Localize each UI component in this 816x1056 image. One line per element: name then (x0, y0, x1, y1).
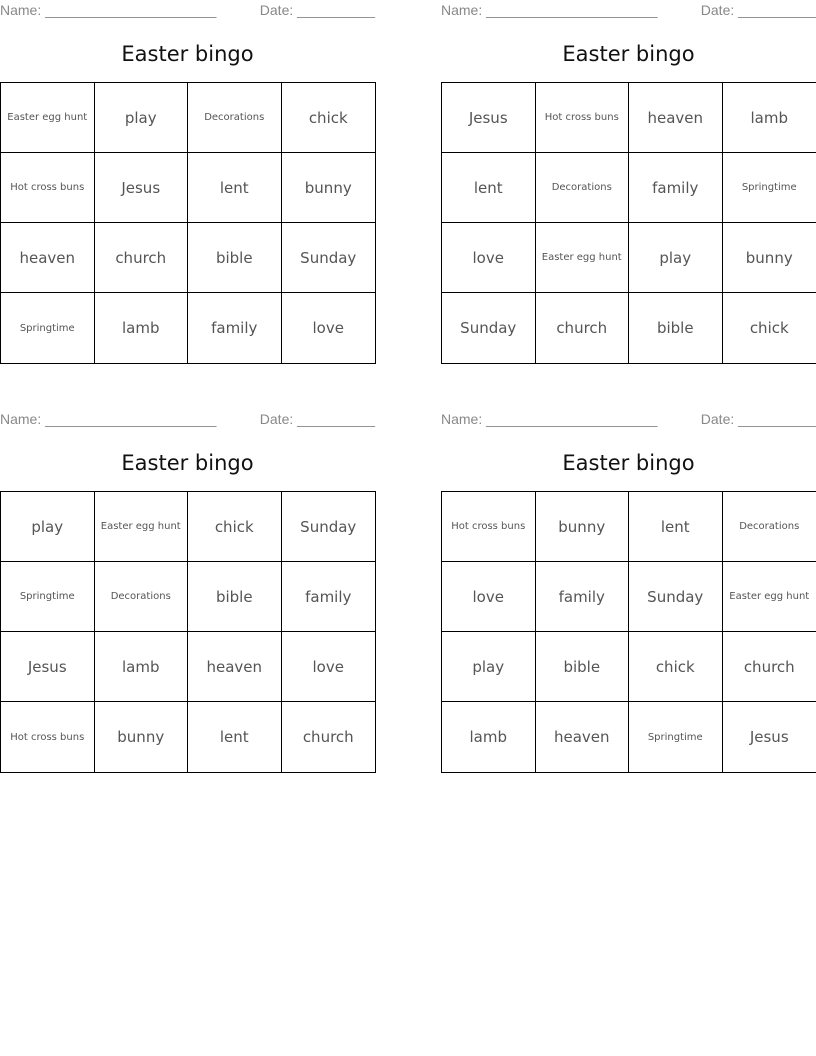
bingo-cell: Sunday (442, 293, 536, 363)
bingo-cell: Easter egg hunt (95, 492, 189, 562)
bingo-cell: chick (282, 83, 376, 153)
bingo-cell: Hot cross buns (442, 492, 536, 562)
bingo-cell: church (302, 728, 354, 746)
bingo-cell: bunny (536, 492, 630, 562)
bingo-cell: heaven (536, 702, 630, 772)
bingo-grid (441, 491, 816, 773)
bingo-cell: heaven (629, 83, 723, 153)
bingo-cell: family (282, 562, 376, 632)
bingo-cell: bible (188, 562, 282, 632)
card-header (0, 2, 375, 20)
bingo-cell: lamb (95, 632, 189, 702)
bingo-cell: family (188, 293, 282, 363)
bingo-cell: Decorations (95, 562, 189, 632)
bingo-cell: Jesus (1, 632, 95, 702)
card-header (0, 411, 375, 429)
bingo-cell: bible (536, 632, 630, 702)
card-title: Easter bingo (121, 451, 254, 475)
bingo-cell: Jesus (95, 153, 189, 223)
bingo-cell: lent (188, 153, 282, 223)
bingo-cell: lent (629, 492, 723, 562)
bingo-cell: heaven (1, 223, 95, 293)
bingo-cell: play (442, 632, 536, 702)
bingo-cell: play (1, 492, 95, 562)
name-field: Name: ______________________ (0, 411, 217, 427)
bingo-cell: Decorations (536, 153, 630, 223)
bingo-grid (441, 82, 816, 364)
bingo-cell: lent (442, 153, 536, 223)
bingo-cell: lamb (95, 293, 189, 363)
bingo-cell: bible (629, 293, 723, 363)
bingo-cell: Sunday (282, 223, 376, 293)
bingo-cell: Jesus (442, 83, 536, 153)
date-field: Date: __________ (259, 411, 375, 427)
bingo-cell: lamb (723, 83, 816, 153)
bingo-cell: Springtime (1, 293, 95, 363)
bingo-cell: Sunday (282, 492, 376, 562)
card-header (441, 2, 816, 20)
bingo-cell: church (95, 223, 189, 293)
bingo-cell: Hot cross buns (1, 153, 95, 223)
bingo-cell: Easter egg hunt (723, 562, 816, 632)
bingo-cell: Easter egg hunt (536, 223, 630, 293)
bingo-grid (0, 491, 376, 773)
card-title: Easter bingo (562, 451, 695, 475)
bingo-cell: family (536, 562, 630, 632)
bingo-cell: bible (188, 223, 282, 293)
bingo-cell: Springtime (723, 153, 816, 223)
bingo-cell: church (536, 293, 630, 363)
bingo-cell: family (629, 153, 723, 223)
bingo-cell: church (723, 632, 816, 702)
bingo-cell: Easter egg hunt (1, 83, 95, 153)
card-title: Easter bingo (562, 42, 695, 66)
name-field: Name: ______________________ (0, 2, 217, 18)
bingo-cell: Decorations (188, 83, 282, 153)
date-field: Date: __________ (700, 2, 816, 18)
bingo-cell: lamb (442, 702, 536, 772)
bingo-cell: chick (629, 632, 723, 702)
bingo-cell: heaven (188, 632, 282, 702)
bingo-grid (0, 82, 376, 364)
bingo-cell: play (95, 83, 189, 153)
card-header (441, 411, 816, 429)
bingo-cell: Jesus (749, 728, 789, 746)
bingo-cell: chick (749, 319, 789, 337)
bingo-cell: love (282, 632, 376, 702)
bingo-cell: Springtime (629, 702, 723, 772)
date-field: Date: __________ (700, 411, 816, 427)
bingo-cell: bunny (282, 153, 376, 223)
bingo-cell: Springtime (1, 562, 95, 632)
bingo-cell: bunny (723, 223, 816, 293)
bingo-cell: Hot cross buns (1, 702, 95, 772)
bingo-cell: love (442, 223, 536, 293)
bingo-cell: Decorations (723, 492, 816, 562)
bingo-cell: chick (188, 492, 282, 562)
bingo-cell: bunny (95, 702, 189, 772)
bingo-cell: Hot cross buns (536, 83, 630, 153)
bingo-cell: Sunday (629, 562, 723, 632)
card-title: Easter bingo (121, 42, 254, 66)
bingo-cell: love (442, 562, 536, 632)
date-field: Date: __________ (259, 2, 375, 18)
name-field: Name: ______________________ (441, 411, 658, 427)
name-field: Name: ______________________ (441, 2, 658, 18)
bingo-cell: lent (188, 702, 282, 772)
bingo-cell: love (312, 319, 344, 337)
bingo-cell: play (629, 223, 723, 293)
